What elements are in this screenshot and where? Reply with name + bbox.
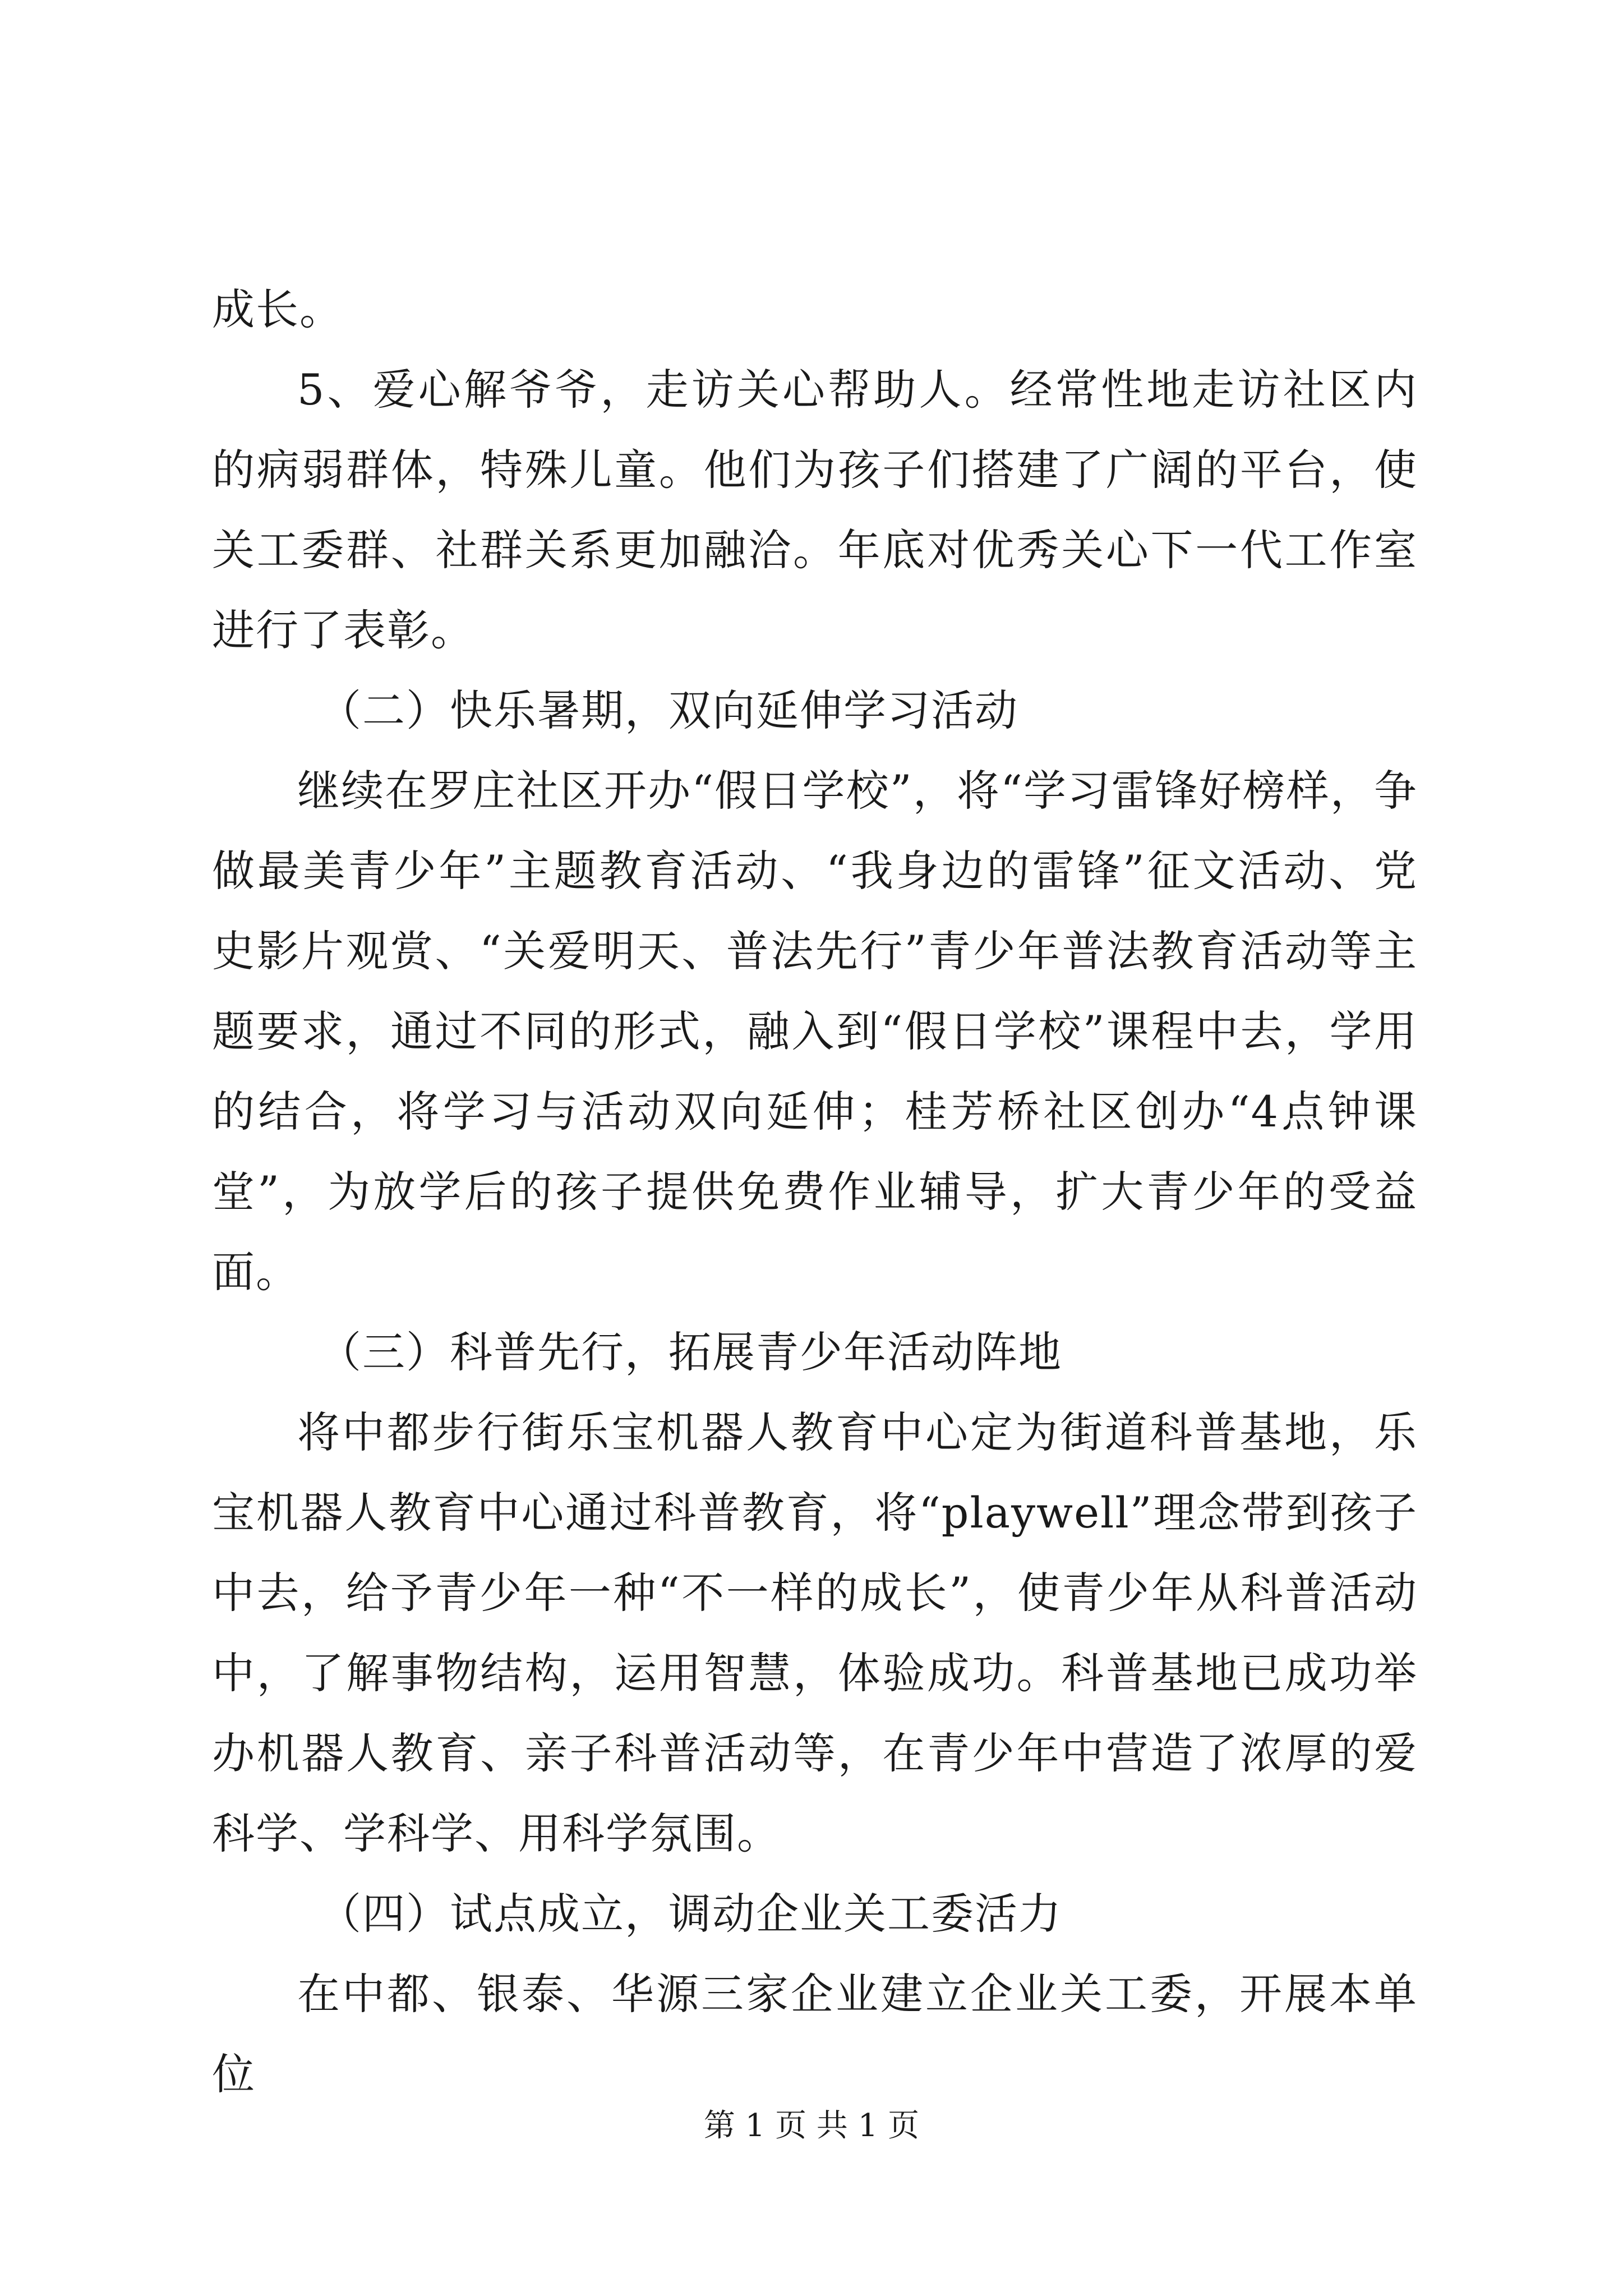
paragraph-science-base: 将中都步行街乐宝机器人教育中心定为街道科普基地，乐宝机器人教育中心通过科普教育，将“playwell”理念带到孩子中去，给予青少年一种“不一样的成长”，使青少年从科普活动中，了解事物结构，运用智慧，体验成功。科普基地已成功举办机器人教育、亲子科普活动等，在青少年中营造了浓厚的爱科学、学科学、用科学氛围。 (212, 1407, 1418, 1858)
page-footer: 第 1 页 共 1 页 (703, 2108, 920, 2144)
paragraph-continuation: 成长。 (212, 284, 343, 334)
paragraph-holiday-school: 继续在罗庄社区开办“假日学校”，将“学习雷锋好榜样，争做最美青少年”主题教育活动、“我身边的雷锋”征文活动、党史影片观赏、“关爱明天、普法先行”青少年普法教育活动等主题要求，通过不同的形式，融入到“假日学校”课程中去，学用的结合，将学习与活动双向延伸；桂芳桥社区创办“4点钟课堂”，为放学后的孩子提供免费作业辅导，扩大青少年的受益面。 (212, 766, 1418, 1297)
paragraph-item-5: 5、爱心解爷爷，走访关心帮助人。经常性地走访社区内的病弱群体，特殊儿童。他们为孩子们搭建了广阔的平台，使关工委群、社群关系更加融洽。年底对优秀关心下一代工作室进行了表彰。 (212, 365, 1418, 655)
document-body (212, 269, 1418, 2114)
paragraph-enterprise: 在中都、银泰、华源三家企业建立企业关工委，开展本单位 (212, 1969, 1418, 2099)
section-heading-3: （三）科普先行，拓展青少年活动阵地 (319, 1327, 1062, 1377)
section-heading-2: （二）快乐暑期，双向延伸学习活动 (319, 685, 1018, 735)
section-heading-4: （四）试点成立，调动企业关工委活力 (319, 1889, 1062, 1939)
